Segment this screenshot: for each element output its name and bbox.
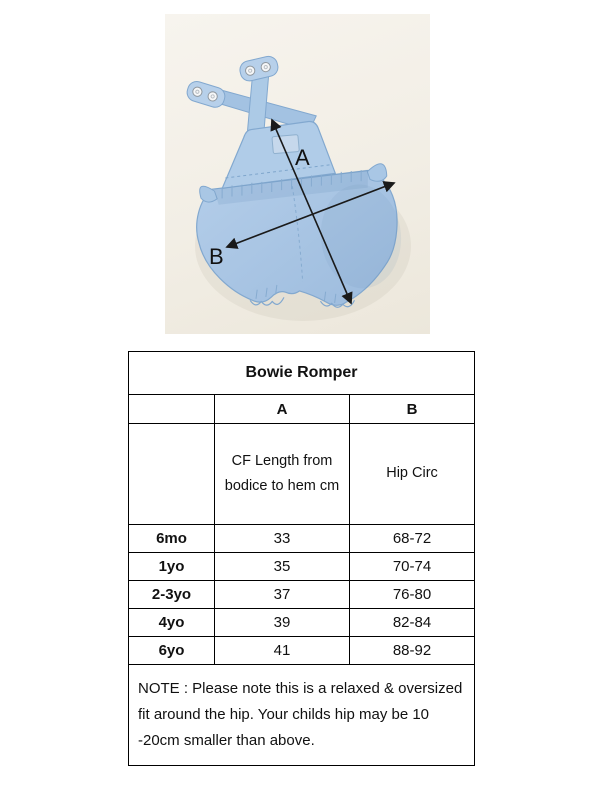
- size-label: 2-3yo: [129, 581, 215, 609]
- measurement-label-a: A: [295, 145, 310, 170]
- size-label: 6yo: [129, 637, 215, 665]
- length-value: 37: [215, 581, 350, 609]
- measure-description-row: [129, 424, 475, 525]
- col-header-a: A: [215, 395, 350, 424]
- table-header-row: [129, 395, 475, 424]
- size-label: 4yo: [129, 609, 215, 637]
- strap-tab-left: [185, 79, 227, 109]
- empty-cell: [129, 424, 215, 525]
- waist-ruffle-right: [367, 163, 387, 182]
- product-photo: [165, 14, 430, 334]
- hip-value: 70-74: [350, 553, 475, 581]
- romper-illustration: [165, 14, 430, 334]
- note-row: [129, 665, 475, 766]
- table-row: [129, 553, 475, 581]
- waist-ruffle-left: [199, 185, 217, 203]
- table-row: [129, 637, 475, 665]
- col-header-b: B: [350, 395, 475, 424]
- table-title: Bowie Romper: [129, 352, 475, 395]
- size-label: 1yo: [129, 553, 215, 581]
- hip-value: 76-80: [350, 581, 475, 609]
- hip-value: 88-92: [350, 637, 475, 665]
- size-label: 6mo: [129, 525, 215, 553]
- measure-desc-a: CF Length from bodice to hem cm: [215, 424, 350, 525]
- note-text: NOTE : Please note this is a relaxed & oversized fit around the hip. Your childs hip may be 10 -20cm smaller than above.: [129, 665, 475, 766]
- length-value: 39: [215, 609, 350, 637]
- measurement-label-b: B: [209, 244, 224, 269]
- length-value: 35: [215, 553, 350, 581]
- length-value: 33: [215, 525, 350, 553]
- table-row: [129, 525, 475, 553]
- table-title-row: [129, 352, 475, 395]
- table-row: [129, 609, 475, 637]
- hip-value: 82-84: [350, 609, 475, 637]
- table-row: [129, 581, 475, 609]
- size-table: [128, 351, 475, 766]
- corner-cell: [129, 395, 215, 424]
- strap-tab-right: [238, 55, 280, 83]
- measure-desc-b: Hip Circ: [350, 424, 475, 525]
- hip-value: 68-72: [350, 525, 475, 553]
- length-value: 41: [215, 637, 350, 665]
